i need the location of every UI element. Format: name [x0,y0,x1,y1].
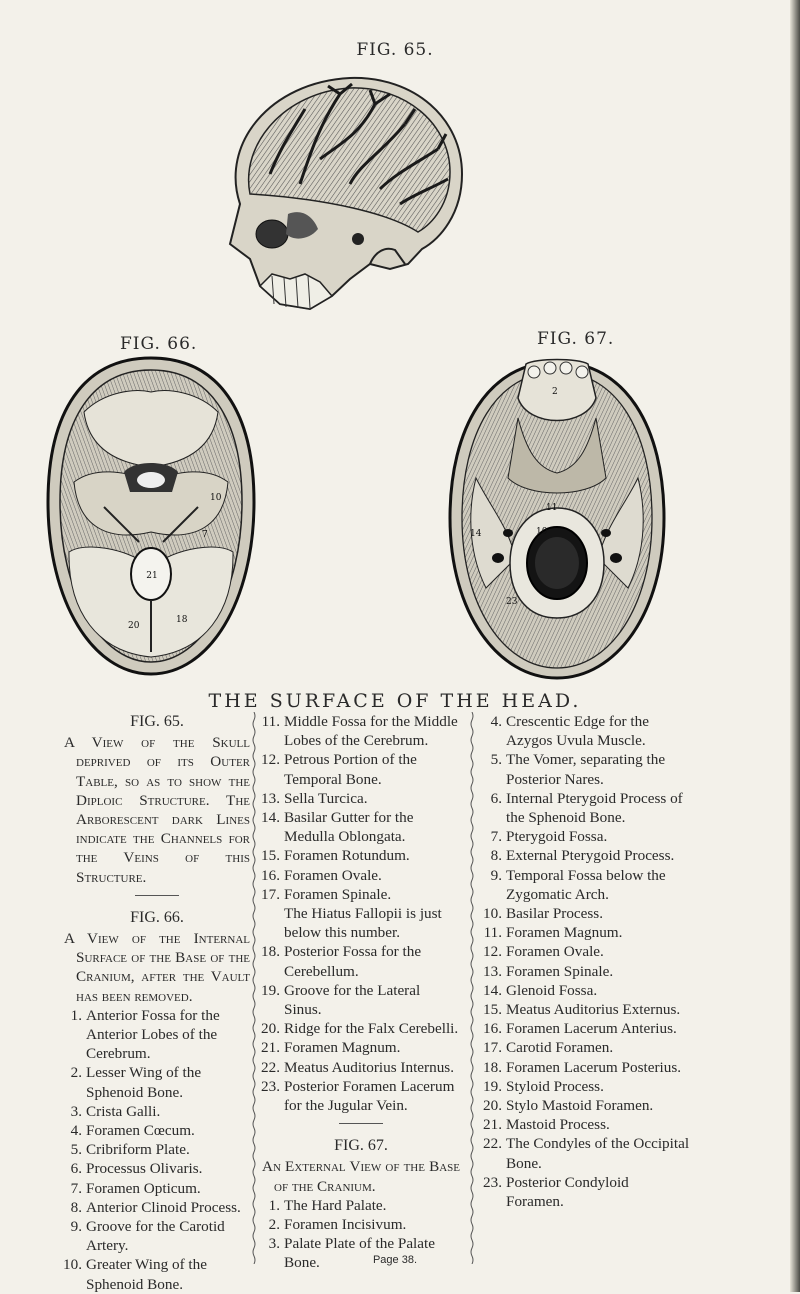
legend-item-number: 10. [483,905,502,923]
legend-item-number: 13. [261,789,280,807]
legend-item [484,981,690,1000]
legend-item-number: 19. [483,1077,502,1095]
legend-item-number: 23. [261,1077,280,1095]
legend-item-number: 7. [70,1179,82,1197]
legend-item [64,1198,250,1217]
hiatus-note: The Hiatus Fallopii is just below this number. [284,905,442,942]
legend-item [64,1159,250,1178]
legend-item-text: Posterior Condyloid Foramen. [506,1173,629,1211]
legend-item [262,1058,460,1077]
fig67-number-label: 11 [546,503,558,513]
legend-item-number: 2. [70,1064,82,1082]
legend-item-number: 5. [70,1141,82,1159]
legend-item-number: 4. [490,713,502,730]
legend-item-text: Foramen Lacerum Anterius. [506,1020,677,1038]
legend-item-text: Crescentic Edge for the Azygos Uvula Muscle. [506,713,649,750]
legend-item-number: 16. [261,866,280,884]
legend-item-number: 18. [483,1058,502,1076]
legend-item-text: Foramen Magnum. [284,1039,401,1057]
legend-item [484,827,690,846]
legend-item-number: 20. [261,1020,280,1038]
legend-item-number: 14. [261,809,280,827]
legend-item [484,1115,690,1134]
legend-item-text: Posterior Fossa for the Cerebellum. [284,943,422,980]
legend-item-text: Foramen Ovale. [284,866,382,884]
fig66-number-label: 20 [128,621,140,631]
legend-item-number: 12. [483,943,502,961]
legend-item-text: Foramen Magnum. [506,924,623,942]
fig67-skull-base-illustration [446,358,668,683]
legend-item-number: 8. [490,847,502,865]
legend-item [484,789,690,827]
legend-item [484,866,690,904]
legend-item-text: Foramen Rotundum. [284,847,410,865]
fig67-number-label: 23 [506,597,518,607]
legend-item-number: 11. [483,924,502,942]
legend-item-number: 9. [490,866,502,884]
legend-item-number: 15. [483,1001,502,1019]
legend-item-number: 20. [483,1097,502,1115]
legend-item [262,866,460,885]
fig67-number-label: 14 [470,529,482,539]
legend-item-text: The Condyles of the Occipital Bone. [506,1135,690,1172]
legend-item-number: 23. [483,1173,502,1191]
legend-item-number: 9. [70,1218,82,1236]
fig66-skull-base-illustration [44,352,259,680]
legend-item-text: Temporal Fossa below the Zygomatic Arch. [506,866,666,903]
legend-item [484,1058,690,1077]
fig66-number-label: 10 [210,493,222,503]
legend-item [262,712,460,750]
legend-item [262,750,460,788]
legend-item-number: 11. [261,713,280,730]
legend-item [64,1102,250,1121]
legend-item-number: 17. [261,885,280,903]
legend-item-number: 16. [483,1020,502,1038]
legend-item-text: The Vomer, separating the Posterior Nares. [506,751,666,788]
legend-item [64,1063,250,1101]
legend-item-text: Cribriform Plate. [86,1141,190,1159]
legend-item [262,885,460,904]
legend-item-number: 1. [70,1006,82,1024]
fig66-caption: A View of the Internal Surface of the Base of the Cranium, after the Vault has been removed. [64,930,250,1005]
legend-item [64,1006,250,1064]
legend-item-text: Foramen Opticum. [86,1179,201,1197]
legend-item-text: Foramen Lacerum Posterius. [506,1058,682,1076]
legend-item [262,1077,460,1115]
legend-item-number: 14. [483,981,502,999]
legend-item [64,1121,250,1140]
fig66-legend-list-3 [262,942,460,1115]
legend-item [484,1096,690,1115]
legend-item [262,1038,460,1057]
legend-item-text: Foramen Cœcum. [86,1122,195,1140]
fig67-heading: FIG. 67. [334,1137,388,1155]
legend-item-text: Crista Galli. [86,1102,161,1120]
legend-item-text: Internal Pterygoid Process of the Sphenoid Bone. [506,789,683,827]
legend-item [262,808,460,846]
legend-item [262,789,460,808]
legend-item-number: 1. [268,1196,280,1214]
legend-item-text: Petrous Portion of the Temporal Bone. [284,751,417,788]
legend-item-number: 3. [70,1102,82,1120]
rule-divider [135,895,179,896]
legend-item [262,1196,460,1215]
legend-item-text: Ridge for the Falx Cerebelli. [284,1020,459,1038]
legend-item-text: The Hard Palate. [284,1196,387,1214]
legend-item [484,712,690,750]
legend-item-text: Carotid Foramen. [506,1039,614,1057]
legend-item-number: 10. [63,1256,82,1274]
legend-item-number: 13. [483,962,502,980]
legend-item-text: Greater Wing of the Sphenoid Bone. [86,1256,207,1293]
legend-item-text: Mastoid Process. [506,1116,610,1134]
legend-item-text: Foramen Spinale. [506,962,614,980]
legend-item-text: Palate Plate of the Palate Bone. [284,1235,435,1272]
page-edge [790,0,800,1292]
legend-item-number: 21. [261,1039,280,1057]
legend-item-text: Lesser Wing of the Sphenoid Bone. [86,1064,202,1101]
fig66-number-label: 18 [176,615,188,625]
legend-item-text: Basilar Process. [506,905,604,923]
fig66-number-label: 21 [146,571,158,581]
legend-item [64,1140,250,1159]
legend-item-text: Glenoid Fossa. [506,981,598,999]
legend-item [262,1215,460,1234]
fig67-caption: An External View of the Base of the Cranium. [262,1158,460,1195]
legend-item-text: Pterygoid Fossa. [506,828,608,846]
fig65-heading: FIG. 65. [130,713,184,730]
column-1 [64,712,250,1294]
legend-item-text: Posterior Foramen Lacerum for the Jugular Vein. [284,1077,455,1115]
legend-item-text: Anterior Fossa for the Anterior Lobes of the Cerebrum. [86,1006,220,1063]
legend-item-text: Middle Fossa for the Middle Lobes of the Cerebrum. [284,713,458,750]
legend-item-number: 6. [70,1160,82,1178]
fig67-label: FIG. 67. [537,329,615,349]
legend-item [484,1000,690,1019]
legend-item-number: 22. [483,1135,502,1153]
legend-item [484,750,690,788]
legend-item [484,1077,690,1096]
page-number: Page 38. [372,1254,418,1266]
fig66-number-label: 7 [202,530,208,540]
legend-item-number: 19. [261,981,280,999]
legend-item [262,1019,460,1038]
legend-item-text: Groove for the Carotid Artery. [86,1218,225,1255]
legend-item [262,846,460,865]
column-2 [262,712,460,1273]
fig67-number-label: 10 [536,527,548,537]
legend-item-text: Basilar Gutter for the Medulla Oblongata. [284,809,414,846]
legend-item [484,1134,690,1172]
legend-item-text: Processus Olivaris. [86,1160,203,1178]
legend-item [262,942,460,980]
legend-item [484,923,690,942]
legend-item-text: Anterior Clinoid Process. [86,1198,241,1216]
legend-item [64,1217,250,1255]
legend-item-number: 17. [483,1039,502,1057]
section-title: THE SURFACE OF THE HEAD. [208,690,582,712]
legend-item [484,1038,690,1057]
legend-item [484,962,690,981]
legend-item-text: Foramen Ovale. [506,943,604,961]
legend-item-number: 6. [490,789,502,807]
legend-item-number: 4. [70,1122,82,1140]
column-3 [484,712,690,1211]
legend-item [484,1019,690,1038]
fig66-legend-list-2 [262,712,460,904]
legend-item-text: Sella Turcica. [284,789,368,807]
rule-divider [339,1123,383,1124]
legend-item [484,1173,690,1211]
legend-item [64,1179,250,1198]
legend-item-number: 5. [490,751,502,769]
legend-item-number: 15. [261,847,280,865]
fig65-label: FIG. 65. [356,40,434,60]
legend-item-number: 18. [261,943,280,961]
legend-item [484,846,690,865]
legend-item-text: Stylo Mastoid Foramen. [506,1097,654,1115]
fig66-legend-list-1 [64,1006,250,1294]
fig65-caption: A View of the Skull deprived of its Outer Table, so as to show the Diploic Structure. The Arborescent dark Lines indicate the Channels for the Veins of this Structure. [64,734,250,886]
fig65-skull-illustration [200,64,470,314]
legend-item-text: Styloid Process. [506,1077,604,1095]
legend-item-text: Meatus Auditorius Internus. [284,1058,454,1076]
legend-item-text: Foramen Incisivum. [284,1216,407,1234]
fig66-label: FIG. 66. [120,334,198,354]
legend-item [484,942,690,961]
legend-item-number: 3. [268,1235,280,1253]
fig67-legend-list-2 [484,712,690,1211]
legend-item [262,981,460,1019]
legend-item-number: 22. [261,1058,280,1076]
legend-item-number: 12. [261,751,280,769]
legend-item [484,904,690,923]
legend-item-text: Meatus Auditorius Externus. [506,1001,681,1019]
fig66-heading: FIG. 66. [130,908,184,926]
legend-item-number: 7. [490,828,502,846]
legend-item-text: Groove for the Lateral Sinus. [284,981,421,1019]
legend-item-number: 8. [70,1198,82,1216]
legend-item-number: 21. [483,1116,502,1134]
fig67-number-label: 2 [552,387,558,397]
legend-item-text: External Pterygoid Process. [506,847,675,865]
legend-item-text: Foramen Spinale. [284,885,392,903]
legend-item-number: 2. [268,1216,280,1234]
